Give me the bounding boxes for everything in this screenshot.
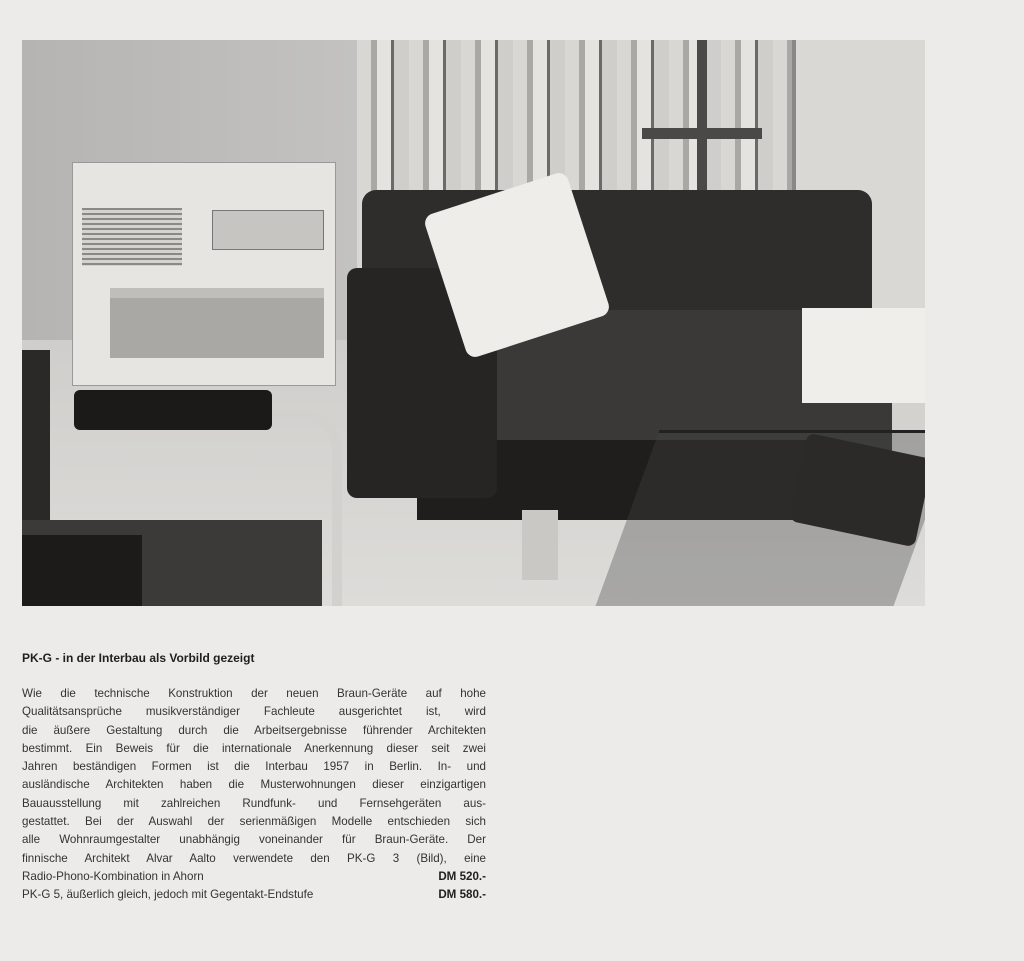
text-line: die äußere Gestaltung durch die Arbeitsergebnisse führender Architekten bbox=[22, 723, 486, 737]
caption-title: PK-G - in der Interbau als Vorbild gezeigt bbox=[22, 651, 255, 665]
chair-armrest-lower bbox=[22, 535, 142, 606]
price-line bbox=[22, 886, 486, 904]
text-line: gestattet. Bei der Auswahl der serienmäßigen Modelle entschieden sich bbox=[22, 815, 486, 829]
text-line: Bauausstellung mit zahlreichen Rundfunk- und Fernsehgeräten aus- bbox=[22, 796, 486, 810]
text-line: Wie die technische Konstruktion der neuen Braun-Geräte auf hohe bbox=[22, 687, 486, 700]
cabinet-lower bbox=[110, 298, 324, 358]
text-line: alle Wohnraumgestalter unabhängig voneinander für Braun-Geräte. Der bbox=[22, 833, 486, 847]
text-line: bestimmt. Ein Beweis für die internationale Anerkennung dieser seit zwei bbox=[22, 741, 486, 755]
price-line bbox=[22, 868, 486, 886]
price: DM 580.- bbox=[438, 888, 486, 902]
sofa-leg bbox=[522, 510, 558, 580]
window-frame bbox=[642, 40, 762, 200]
chair-armrest bbox=[74, 390, 272, 430]
side-table bbox=[802, 308, 925, 403]
speaker-grille bbox=[82, 208, 182, 266]
price: DM 520.- bbox=[438, 869, 486, 883]
product-text: Radio-Phono-Kombination in Ahorn bbox=[22, 869, 204, 883]
product-text: PK-G 5, äußerlich gleich, jedoch mit Gegentakt-Endstufe bbox=[22, 888, 314, 902]
chair-frame bbox=[252, 410, 342, 606]
cabinet-shelf bbox=[110, 288, 324, 298]
body-text bbox=[22, 685, 486, 905]
text-line: Qualitätsansprüche musikverständiger Fachleute ausgerichtet ist, wird bbox=[22, 705, 486, 719]
text-line: Jahren beständigen Formen ist die Interbau 1957 in Berlin. In- und bbox=[22, 760, 486, 774]
text-line: ausländische Architekten haben die Musterwohnungen dieser einzigartigen bbox=[22, 778, 486, 792]
radio-dial bbox=[212, 210, 324, 250]
interior-photo bbox=[22, 40, 925, 606]
text-line: finnische Architekt Alvar Aalto verwendete den PK-G 3 (Bild), eine bbox=[22, 851, 486, 865]
